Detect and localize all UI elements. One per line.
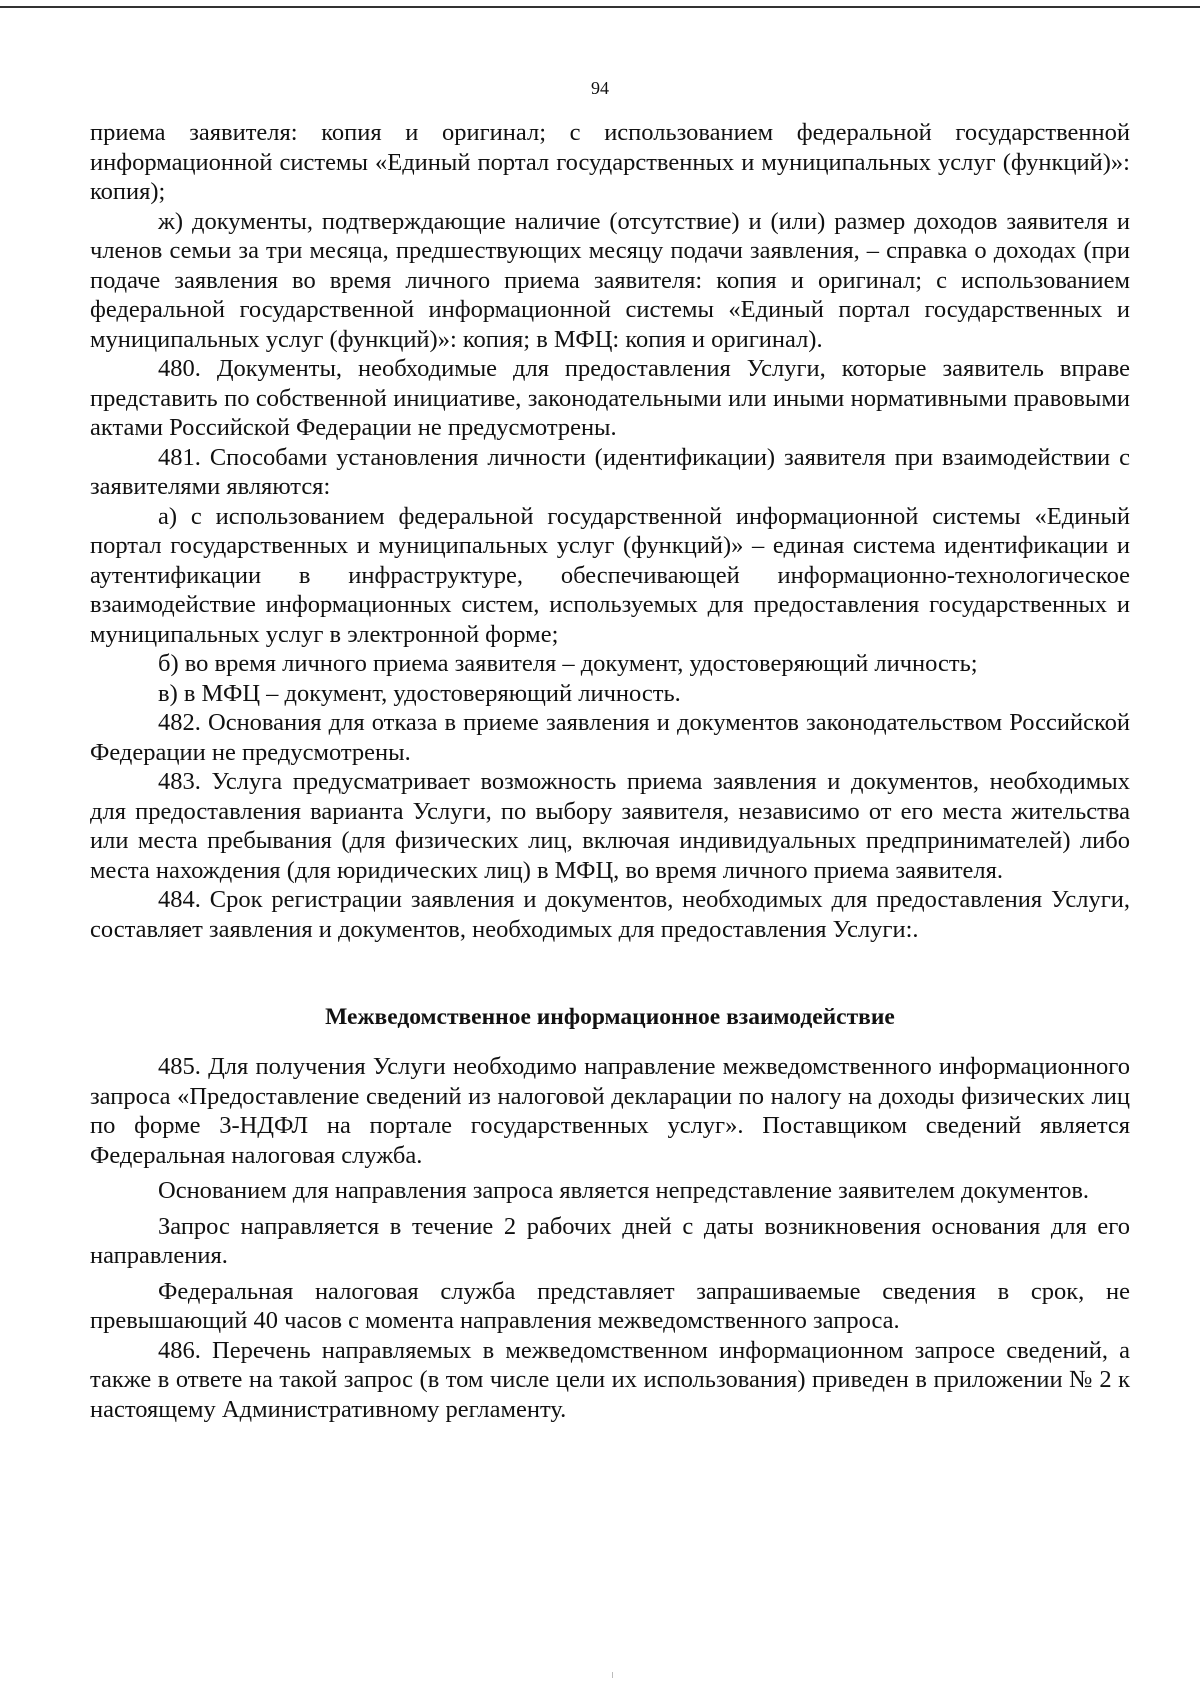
top-border-rule [0,6,1200,8]
paragraph-485-basis: Основанием для направления запроса является непредставление заявителем документов. [158,1177,1090,1204]
paragraph-481-v: в) в МФЦ – документ, удостоверяющий личность. [158,679,681,707]
paragraph-481: 481. Способами установления личности (идентификации) заявителя при взаимодействии с заявителями являются: [90,443,1130,500]
paragraph-482: 482. Основания для отказа в приеме заявления и документов законодательством Российской Федерации не предусмотрены. [90,709,1130,766]
paragraph-485-timing: Запрос направляется в течение 2 рабочих дней с даты возникновения основания для его направления. [90,1212,1130,1269]
paragraph-484: 484. Срок регистрации заявления и документов, необходимых для предоставления Услуги, составляет заявления и документов, необходимых для предоставления Услуги:. [90,886,1130,943]
paragraph-481-a: а) с использованием федеральной государственной информационной системы «Единый портал государственных и муниципальных услуг (функций)» – единая система идентификации и аутентификации в инфраструктуре, обеспечивающей информационно-технологическое взаимодействие информационных систем, используемых для предоставления государственных и муниципальных услуг в электронной форме; [90,502,1130,648]
section-heading: Межведомственное информационное взаимодействие [325,1004,895,1030]
paragraph-485: 485. Для получения Услуги необходимо направление межведомственного информационного запроса «Предоставление сведений из налоговой декларации по налогу на доходы физических лиц по форме 3-НДФЛ на портале государственных услуг». Поставщиком сведений является Федеральная налоговая служба. [90,1053,1130,1169]
scan-artifact-mark [612,1672,613,1678]
paragraph-480: 480. Документы, необходимые для предоставления Услуги, которые заявитель вправе представить по собственной инициативе, законодательными или иными нормативными правовыми актами Российской Федерации не предусмотрены. [90,355,1130,441]
paragraph-481-b: б) во время личного приема заявителя – документ, удостоверяющий личность; [158,650,978,677]
paragraph-486: 486. Перечень направляемых в межведомственном информационном запросе сведений, а также в ответе на такой запрос (в том числе цели их использования) приведен в приложении № 2 к настоящему Административному регламенту. [90,1336,1130,1423]
page-number: 94 [591,78,609,98]
paragraph-485-response: Федеральная налоговая служба представляет запрашиваемые сведения в срок, не превышающий 40 часов с момента направления межведомственного запроса. [90,1277,1130,1334]
paragraph-continuation: приема заявителя: копия и оригинал; с использованием федеральной государственной информационной системы «Единый портал государственных и муниципальных услуг (функций)»: копия); [90,119,1130,205]
paragraph-item-zh: ж) документы, подтверждающие наличие (отсутствие) и (или) размер доходов заявителя и членов семьи за три месяца, предшествующих месяцу подачи заявления, – справка о доходах (при подаче заявления во время личного приема заявителя: копия и оригинал; с использованием федеральной государственной информационной системы «Единый портал государственных и муниципальных услуг (функций)»: копия; в МФЦ: копия и оригинал). [90,207,1130,353]
paragraph-483: 483. Услуга предусматривает возможность приема заявления и документов, необходимых для предоставления варианта Услуги, по выбору заявителя, независимо от его места жительства или места пребывания (для физических лиц, включая индивидуальных предпринимателей) либо места нахождения (для юридических лиц) в МФЦ, во время личного приема заявителя. [90,768,1130,884]
document-body [90,118,1130,1424]
